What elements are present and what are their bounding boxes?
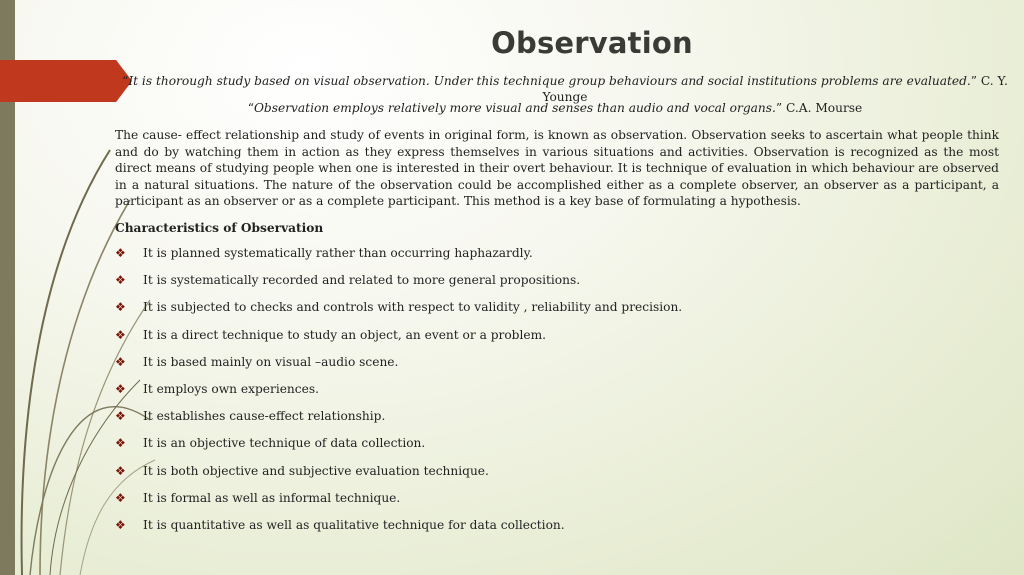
list-item xyxy=(115,463,682,490)
diamond-bullet-icon: ❖ xyxy=(115,490,126,505)
list-item xyxy=(115,517,682,544)
list-item-text: It is both objective and subjective evaluation technique. xyxy=(143,463,489,478)
quote-mourse: “Observation employs relatively more visual and senses than audio and vocal organs.” C.A. Mourse xyxy=(247,101,863,115)
list-item-text: It is systematically recorded and related to more general propositions. xyxy=(143,273,581,288)
quote-younge-author: C. Y. Younge xyxy=(542,74,1008,104)
list-item xyxy=(115,381,682,408)
list-item-text: It is planned systematically rather than occurring haphazardly. xyxy=(143,246,533,260)
list-item-text: It is subjected to checks and controls with respect to validity , reliability and precision. xyxy=(143,300,683,315)
definition-paragraph: The cause- effect relationship and study of events in original form, is known as observation. Observation seeks to ascertain what people think and do by watching them in action as they express themselves in various situations and activities. Observation is recognized as the most direct means of studying people when one is interested in their overt behaviour. It is technique of evaluation in which behaviour are observed in a natural situations. The nature of the observation could be accomplished either as a complete observer, an observer as a participant, a participant as an observer or as a complete participant. This method is a key base of formulating a hypothesis. xyxy=(115,128,999,209)
list-item xyxy=(115,354,682,381)
list-item-text: It is formal as well as informal technique. xyxy=(143,490,401,505)
diamond-bullet-icon: ❖ xyxy=(115,409,126,424)
diamond-bullet-icon: ❖ xyxy=(115,273,126,288)
list-item xyxy=(115,327,682,354)
diamond-bullet-icon: ❖ xyxy=(115,381,126,396)
quote-younge-text: It is thorough study based on visual observation. Under this technique group behaviours and social institutions problems are evaluated. xyxy=(128,74,971,88)
list-item xyxy=(115,408,682,435)
slide-title: Observation xyxy=(491,26,693,60)
quote-younge: “It is thorough study based on visual observation. Under this technique group behaviours and social institutions problems are evaluated.” C. Y. Younge xyxy=(122,74,1008,104)
diamond-bullet-icon: ❖ xyxy=(115,517,126,532)
list-item-text: It is an objective technique of data collection. xyxy=(143,436,426,451)
diamond-bullet-icon: ❖ xyxy=(115,246,126,260)
list-item-text: It is a direct technique to study an object, an event or a problem. xyxy=(143,327,547,342)
list-item xyxy=(115,299,682,326)
list-item-text: It is quantitative as well as qualitative technique for data collection. xyxy=(143,517,565,532)
list-item-text: It is based mainly on visual –audio scene. xyxy=(143,354,399,369)
list-item-text: It employs own experiences. xyxy=(143,381,319,396)
diamond-bullet-icon: ❖ xyxy=(115,327,126,342)
list-item xyxy=(115,272,682,299)
list-item xyxy=(115,245,682,272)
list-item-text: It establishes cause-effect relationship. xyxy=(143,409,386,424)
diamond-bullet-icon: ❖ xyxy=(115,300,126,315)
characteristics-heading: Characteristics of Observation xyxy=(115,221,324,235)
diamond-bullet-icon: ❖ xyxy=(115,354,126,369)
list-item xyxy=(115,435,682,462)
characteristics-list xyxy=(115,245,682,544)
diamond-bullet-icon: ❖ xyxy=(115,463,126,478)
quote-mourse-text: Observation employs relatively more visual and senses than audio and vocal organs. xyxy=(253,101,776,115)
quote-mourse-author: C.A. Mourse xyxy=(786,101,863,115)
list-item xyxy=(115,490,682,517)
diamond-bullet-icon: ❖ xyxy=(115,436,126,451)
